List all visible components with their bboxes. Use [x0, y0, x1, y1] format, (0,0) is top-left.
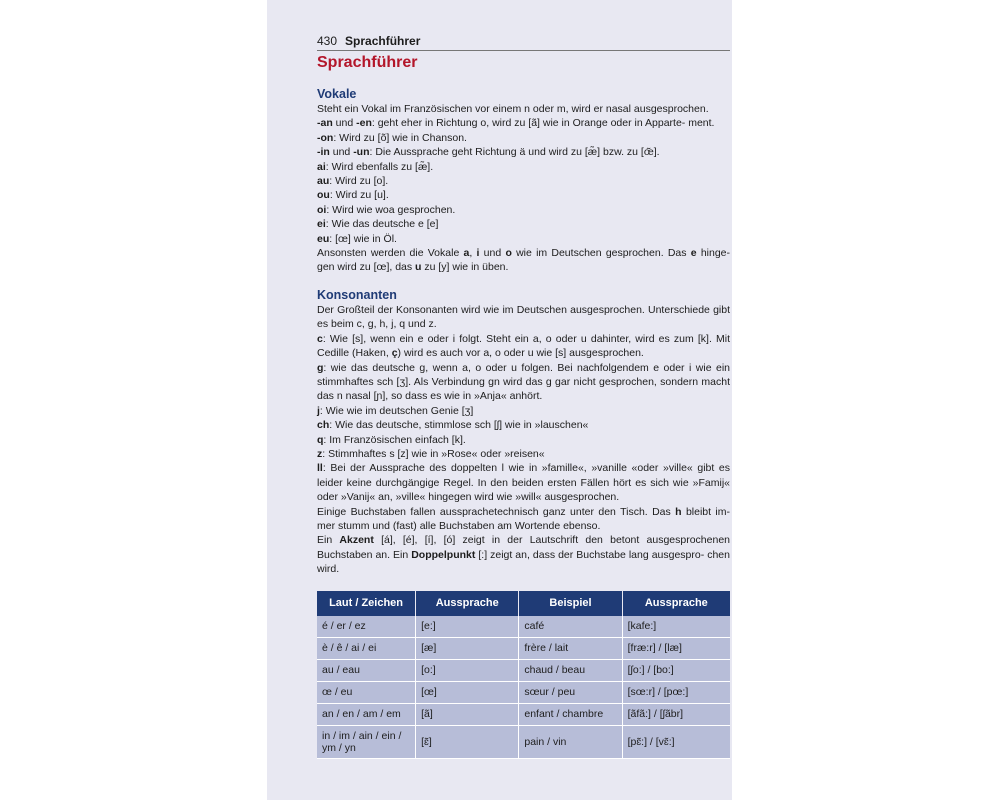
term: ch	[317, 419, 330, 432]
text: Ansonsten werden die Vokale	[317, 247, 464, 260]
text: : Im Französischen einfach [k].	[323, 433, 466, 446]
table-cell: [ãfã:] / [ʃãbr]	[623, 704, 730, 726]
table-row	[317, 704, 730, 726]
paragraph	[317, 174, 730, 188]
paragraph	[317, 203, 730, 217]
text: : wie das deutsche g, wenn a, o oder u folgen. Bei nachfolgendem e oder i wie ein stimmhaftes sch [ʒ]. Als Verbindung gn wird das g gar nicht gesprochen, sondern macht das n nasal [ɲ], so dass es wie in »Anja« anhört.	[317, 361, 730, 403]
column-header-aussprache-beispiel: Aussprache	[623, 591, 730, 616]
term: q	[317, 433, 324, 446]
column-header-beispiel: Beispiel	[519, 591, 622, 616]
term: ll	[317, 462, 323, 475]
table-row	[317, 682, 730, 704]
term: i	[476, 247, 480, 260]
term: h	[675, 505, 682, 518]
table-cell: café	[519, 616, 622, 638]
page-number: 430	[317, 34, 338, 48]
table-cell: in / im / ain / ein / ym / yn	[317, 726, 416, 759]
paragraph	[317, 232, 730, 246]
text: [á], [é], [í], [ó] zeigt in der Lautschrift den betont ausgesprochenen Buchstaben an. Ein	[317, 534, 730, 561]
table-cell: enfant / chambre	[519, 704, 622, 726]
term: eu	[317, 232, 330, 245]
term: -on	[317, 131, 334, 144]
table-row	[317, 616, 730, 638]
text: : Wie wie im deutschen Genie [ʒ]	[319, 404, 474, 417]
term: e	[690, 247, 697, 260]
table-cell: [o:]	[416, 660, 519, 682]
table-cell: é / er / ez	[317, 616, 416, 638]
section-spacer	[317, 275, 730, 288]
section-heading-konsonanten: Konsonanten	[317, 287, 397, 302]
table-row	[317, 726, 730, 759]
text: : Wird ebenfalls zu [æ̃].	[325, 160, 434, 173]
column-header-aussprache: Aussprache	[416, 591, 519, 616]
text: hinge- gen wird zu [œ], das	[317, 247, 731, 274]
text: : Die Aussprache geht Richtung ä und wird zu [æ̃] bzw. zu [œ̃].	[369, 146, 660, 159]
paragraph	[317, 145, 730, 159]
table-cell: [ɛ̃]	[416, 726, 519, 759]
term: -un	[353, 146, 370, 159]
term: c	[317, 332, 323, 345]
paragraph: Der Großteil der Konsonanten wird wie im Deutschen ausgesprochen. Unterschiede gibt es beim c, g, h, j, q und z.	[317, 303, 730, 331]
paragraph	[317, 533, 730, 576]
table-cell: [sœ:r] / [pœ:]	[623, 682, 730, 704]
table-cell: è / ê / ai / ei	[317, 638, 416, 660]
term: a	[463, 247, 470, 260]
text: zu [y] wie in üben.	[421, 261, 509, 274]
text: : Wie das deutsche, stimmlose sch [ʃ] wie in »lauschen«	[329, 419, 589, 432]
section-vokale	[317, 87, 730, 275]
table-cell: pain / vin	[519, 726, 622, 759]
table-cell: an / en / am / em	[317, 704, 416, 726]
text: Ein	[317, 534, 340, 547]
paragraph	[317, 447, 730, 461]
page-content	[317, 34, 730, 759]
term: j	[317, 404, 320, 417]
text: : Wird zu [u].	[329, 189, 389, 202]
table-cell: chaud / beau	[519, 660, 622, 682]
table-cell: [fræ:r] / [læ]	[623, 638, 730, 660]
paragraph	[317, 418, 730, 432]
table-cell: [ʃo:] / [bo:]	[623, 660, 730, 682]
text: : Wie das deutsche e [e]	[325, 218, 439, 231]
running-title: Sprachführer	[345, 34, 421, 48]
term: g	[317, 361, 324, 374]
text: [:] zeigt an, dass der Buchstabe lang ausgespro- chen wird.	[317, 548, 730, 576]
text: ,	[469, 247, 477, 260]
term: ai	[317, 160, 326, 173]
text: bleibt im- mer stumm und (fast) alle Buchstaben am Wortende ebenso.	[317, 505, 731, 532]
term: -in	[317, 146, 330, 159]
paragraph	[317, 217, 730, 231]
table-header-row	[317, 591, 730, 616]
paragraph	[317, 116, 730, 130]
table-cell: [ã]	[416, 704, 519, 726]
table-cell: [æ]	[416, 638, 519, 660]
paragraph	[317, 246, 730, 275]
term: u	[415, 261, 422, 274]
paragraph	[317, 433, 730, 447]
paragraph	[317, 131, 730, 145]
text: : Bei der Aussprache des doppelten l wie in »famille«, »vanille «oder »ville« gibt es leider keine durchgängige Regel. In den beiden ersten Fällen hört es sich wie »Famij« oder »Vanij« an, »ville« hingegen wird wie »will« ausgesprochen.	[317, 462, 730, 504]
paragraph	[317, 188, 730, 202]
term: ei	[317, 218, 326, 231]
text: : [œ] wie in Öl.	[329, 232, 397, 245]
section-heading-vokale: Vokale	[317, 87, 357, 101]
term: -an	[317, 117, 333, 130]
paragraph	[317, 404, 730, 418]
text: ) wird es auch vor a, o oder u wie [s] ausgesprochen.	[397, 347, 644, 360]
table-row	[317, 638, 730, 660]
table-cell: [kafe:]	[623, 616, 730, 638]
paragraph	[317, 361, 730, 404]
book-page	[267, 0, 732, 800]
table-cell: frère / lait	[519, 638, 622, 660]
paragraph	[317, 332, 730, 361]
term: z	[317, 447, 323, 460]
term: -en	[356, 117, 372, 130]
term: oi	[317, 203, 327, 216]
text: wie im Deutschen gesprochen. Das	[511, 247, 691, 260]
paragraph: Steht ein Vokal im Französischen vor einem n oder m, wird er nasal ausgesprochen.	[317, 103, 709, 115]
text: : Wie [s], wenn ein e oder i folgt. Steht ein a, o oder u dahinter, wird es zum [k]. Mit Cedille (Haken,	[317, 332, 730, 360]
text: und	[332, 117, 357, 130]
term: ou	[317, 189, 330, 202]
text: : geht eher in Richtung o, wird zu [ã] wie in Orange oder in Apparte- ment.	[371, 117, 715, 130]
text: : Wird wie woa gesprochen.	[326, 203, 456, 216]
table-cell: sœur / peu	[519, 682, 622, 704]
text: Einige Buchstaben fallen aussprachetechnisch ganz unter den Tisch. Das	[317, 505, 676, 518]
text: und	[329, 146, 354, 159]
term: o	[505, 247, 512, 260]
paragraph	[317, 461, 730, 504]
term: au	[317, 175, 330, 188]
text: und	[479, 247, 506, 260]
term: Doppelpunkt	[411, 548, 476, 561]
text: : Wird zu [o].	[329, 175, 389, 188]
table-cell: [e:]	[416, 616, 519, 638]
term: Akzent	[339, 534, 374, 547]
paragraph	[317, 505, 730, 534]
paragraph	[317, 160, 730, 174]
running-header	[317, 34, 730, 51]
term: ç	[391, 347, 398, 360]
section-konsonanten	[317, 288, 730, 577]
table-cell: [œ]	[416, 682, 519, 704]
table-cell: œ / eu	[317, 682, 416, 704]
table-row	[317, 660, 730, 682]
chapter-title: Sprachführer	[317, 54, 418, 71]
column-header-laut: Laut / Zeichen	[317, 591, 416, 616]
text: : Stimmhaftes s [z] wie in »Rose« oder »reisen«	[322, 447, 545, 460]
table-cell: [pɛ̃:] / [vɛ̃:]	[623, 726, 730, 759]
pronunciation-table	[317, 591, 730, 759]
text: : Wird zu [õ] wie in Chanson.	[333, 131, 467, 144]
table-cell: au / eau	[317, 660, 416, 682]
